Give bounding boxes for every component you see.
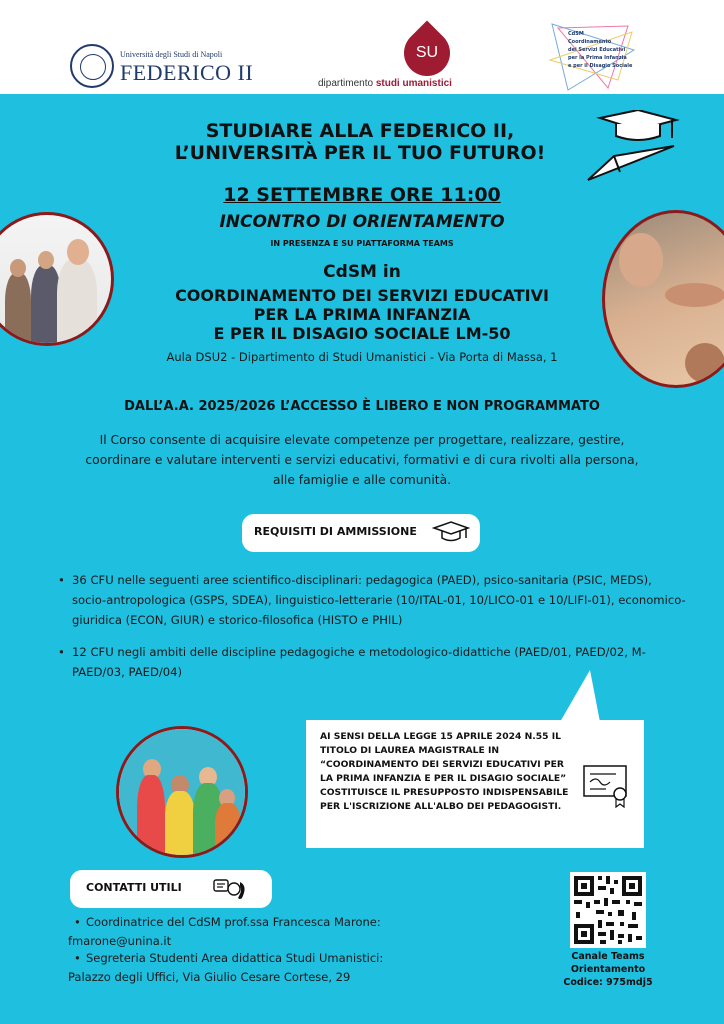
paper-plane-graduation-cap-icon <box>586 110 682 182</box>
requirement-item: • 36 CFU nelle seguenti aree scientifico-disciplinari: pedagogica (PAED), psico-sanitaria (PSIC, MEDS), socio-antropologica (GSPS, SDEA), linguistico-letterarie (10/ITAL-01, 10/LICO-01 e 10/LIFI-01), economico-giuridica (ECON, GIUR) e storico-filosofica (HISTO e PHIL) <box>56 570 686 630</box>
cdsm-logo-line: dei Servizi Educativi <box>568 47 626 53</box>
cdsm-logo-line: Coordinamento <box>568 39 612 45</box>
legal-callout-text: AI SENSI DELLA LEGGE 15 APRILE 2024 N.55 IL TITOLO DI LAUREA MAGISTRALE IN “COORDINAMENTO DEI SERVIZI EDUCATIVI PER LA PRIMA INFANZIA E PER IL DISAGIO SOCIALE” COSTITUISCE IL PRESUPPOSTO INDISPENSABILE PER L'ISCRIZIONE ALL'ALBO DEI PEDAGOGISTI. <box>320 731 569 812</box>
graduation-cap-icon <box>432 520 470 546</box>
header <box>0 0 724 94</box>
person-head-shape <box>685 343 724 383</box>
qr-caption-line: Codice: 975mdj5 <box>563 977 653 988</box>
contacts-list <box>68 914 428 986</box>
qr-caption <box>548 950 668 989</box>
person-head-shape <box>10 259 26 277</box>
hands-shape <box>665 283 724 307</box>
person-shape <box>57 259 97 343</box>
contact-phone-chat-icon <box>212 876 250 902</box>
qr-caption-line: Orientamento <box>570 964 646 975</box>
dsu-text <box>318 78 452 89</box>
child-shape <box>137 775 165 855</box>
unina-big-text: FEDERICO II <box>120 60 254 85</box>
unina-logo <box>70 44 254 88</box>
unina-seal-icon <box>70 44 114 88</box>
course-line: PER LA PRIMA INFANZIA <box>253 305 471 324</box>
requirements-label: REQUISITI DI AMMISSIONE <box>254 525 417 538</box>
unina-small-text: Università degli Studi di Napoli <box>120 50 223 59</box>
cdsm-in-label: CdSM in <box>323 262 401 282</box>
contact-secretariat-label: • Segreteria Studenti Area didattica Studi Umanistici: <box>86 951 384 965</box>
cdsm-logo-text <box>568 30 632 70</box>
child-shape <box>215 803 241 855</box>
person-head-shape <box>67 239 89 265</box>
cdsm-logo-line: CdSM <box>568 31 584 37</box>
contacts-label: CONTATTI UTILI <box>86 881 182 894</box>
contacts-header <box>70 870 272 908</box>
cdsm-logo <box>548 20 638 92</box>
headline-line: L’UNIVERSITÀ PER IL TUO FUTURO! <box>174 142 546 164</box>
qr-code-icon[interactable] <box>570 872 646 948</box>
contact-secretariat-address: Palazzo degli Uffici, Via Giulio Cesare Cortese, 29 <box>68 970 351 984</box>
certificate-icon <box>582 764 632 808</box>
dsu-text-bold: studi umanistici <box>375 78 452 89</box>
legal-callout <box>306 720 644 848</box>
cdsm-logo-line: per la Prima Infanzia <box>568 55 627 61</box>
person-head-shape <box>38 251 54 269</box>
course-description: Il Corso consente di acquisire elevate competenze per progettare, realizzare, gestire, coordinare e valutare interventi e servizi educativi, formativi e di cura rivolti alla persona, alle famiglie e alle comunità. <box>85 433 639 487</box>
contact-coordinator-label: • Coordinatrice del CdSM prof.ssa Francesca Marone: <box>86 915 381 929</box>
headline-line: STUDIARE ALLA FEDERICO II, <box>205 120 515 142</box>
children-photo <box>116 726 248 858</box>
access-statement: DALL’A.A. 2025/2026 L’ACCESSO È LIBERO E NON PROGRAMMATO <box>124 399 600 414</box>
event-title: INCONTRO DI ORIENTAMENTO <box>219 212 505 232</box>
dsu-text-plain: dipartimento <box>318 78 376 89</box>
dsu-logo <box>318 26 454 92</box>
requirement-item: • 12 CFU negli ambiti delle discipline pedagogiche e metodologico-didattiche (PAED/01, PAED/02, M-PAED/03, PAED/04) <box>56 642 686 682</box>
course-line: COORDINAMENTO DEI SERVIZI EDUCATIVI <box>175 286 549 305</box>
contact-item-secretariat <box>68 950 428 967</box>
callout-tail <box>560 670 600 722</box>
contact-item-coordinator <box>68 914 428 931</box>
requirements-header <box>242 514 480 552</box>
students-photo <box>0 212 114 346</box>
person-shape <box>5 273 31 343</box>
contact-coordinator-email[interactable]: fmarone@unina.it <box>68 934 172 948</box>
main-panel <box>0 94 724 1024</box>
dsu-mark: SU <box>415 44 439 61</box>
person-head-shape <box>619 233 663 287</box>
headline <box>140 120 580 164</box>
child-shape <box>165 791 195 855</box>
cdsm-logo-line: e per il Disagio Sociale <box>568 63 633 69</box>
event-venue: Aula DSU2 - Dipartimento di Studi Umanistici - Via Porta di Massa, 1 <box>166 350 558 364</box>
course-title <box>110 286 614 343</box>
course-line: E PER IL DISAGIO SOCIALE LM-50 <box>213 324 511 343</box>
event-mode: IN PRESENZA E SU PIATTAFORMA TEAMS <box>270 239 454 248</box>
qr-caption-line: Canale Teams <box>571 951 645 962</box>
event-date: 12 SETTEMBRE ORE 11:00 <box>223 184 501 206</box>
